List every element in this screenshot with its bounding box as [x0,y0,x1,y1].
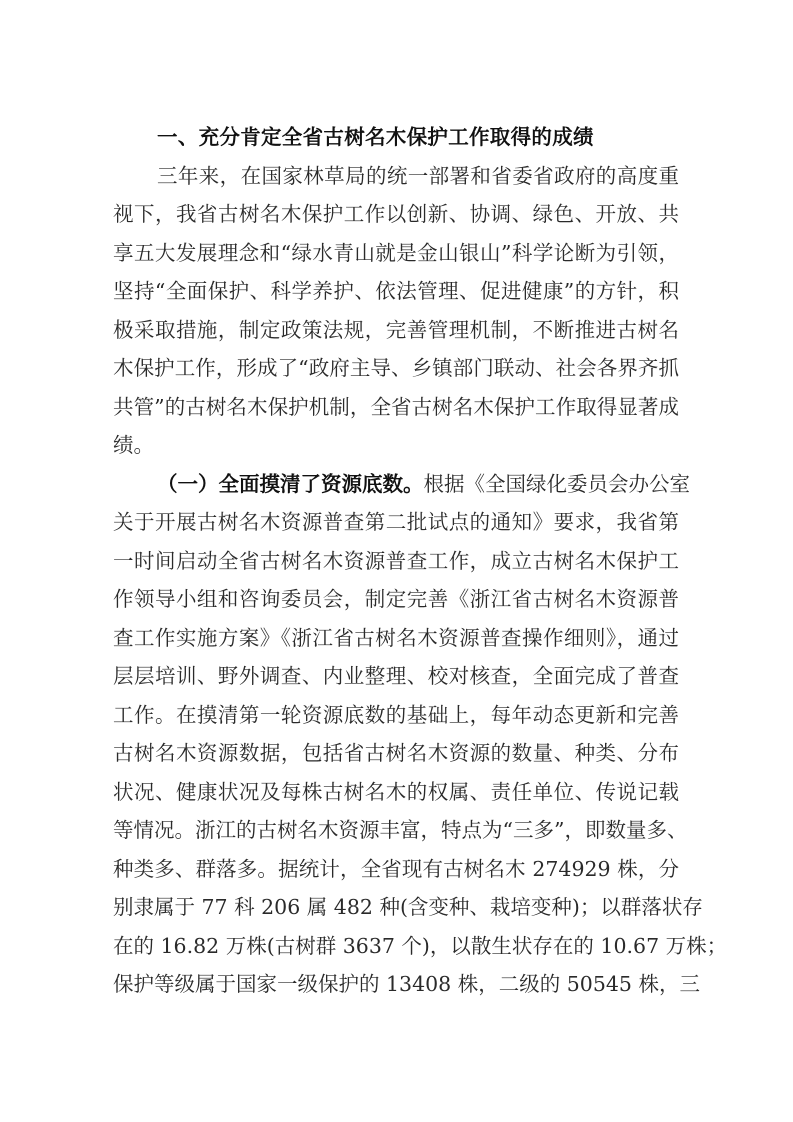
text-line: 作领导小组和咨询委员会，制定完善《浙江省古树名木资源普 [113,587,679,611]
text-line: 享五大发展理念和“绿水青山就是金山银山”科学论断为引领， [113,240,679,265]
text-line: 在的 16.82 万株(古树群 3637 个)，以散生状存在的 10.67 万株； [113,933,728,958]
text-line: 古树名木资源数据，包括省古树名木资源的数量、种类、分布 [113,741,679,765]
text-line [113,465,690,504]
text-line: 别隶属于 77 科 206 属 482 种(含变种、栽培变种)；以群落状存 [113,895,703,919]
text-line: 共管”的古树名木保护机制，全省古树名木保护工作取得显著成 [113,394,679,419]
text-line: 极采取措施，制定政策法规，完善管理机制，不断推进古树名 [113,317,679,342]
text-line: 种类多、群落多。据统计，全省现有古树名木 274929 株，分 [113,856,679,881]
text-line: 保护等级属于国家一级保护的 13408 株，二级的 50545 株，三 [113,972,700,996]
text-line: 三年来，在国家林草局的统一部署和省委省政府的高度重 [157,163,679,188]
text-line: 视下，我省古树名木保护工作以创新、协调、绿色、开放、共 [113,202,679,226]
text-line: 等情况。浙江的古树名木资源丰富，特点为“三多”，即数量多、 [113,818,688,842]
paragraph-resource-survey [113,465,728,1004]
text-line: 坚持“全面保护、科学养护、依法管理、促进健康”的方针，积 [113,279,679,303]
text-line: 状况、健康状况及每株古树名木的权属、责任单位、传说记载 [113,779,679,804]
text-fragment: 根据《全国绿化委员会办公室 [423,471,690,496]
text-line: 绩。 [113,433,154,457]
subsection-heading: （一）全面摸清了资源底数。 [157,471,424,496]
text-line: 层层培训、野外调查、内业整理、校对核查，全面完成了普查 [113,664,679,688]
text-line: 一时间启动全省古树名木资源普查工作，成立古树名木保护工 [113,548,679,573]
paragraph-overview [113,157,679,465]
document-page [113,118,728,1004]
text-line: 工作。在摸清第一轮资源底数的基础上，每年动态更新和完善 [113,702,679,727]
text-line: 关于开展古树名木资源普查第二批试点的通知》要求，我省第 [113,510,679,534]
section-heading: 一、充分肯定全省古树名木保护工作取得的成绩 [157,125,594,149]
text-line: 木保护工作，形成了“政府主导、乡镇部门联动、社会各界齐抓 [113,356,679,380]
text-line: 查工作实施方案》《浙江省古树名木资源普查操作细则》，通过 [113,625,679,650]
